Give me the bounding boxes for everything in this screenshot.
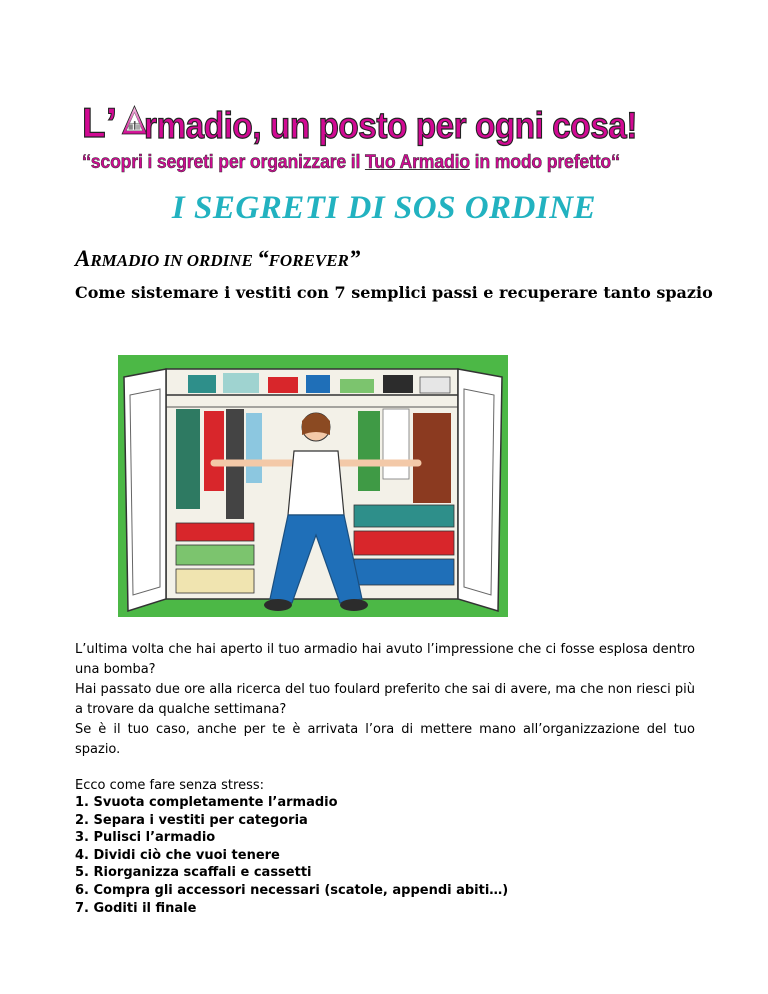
- steps-list: [75, 794, 508, 917]
- section-title-text: RMADIO IN ORDINE: [90, 251, 258, 270]
- paragraph-1: L’ultima volta che hai aperto il tuo armadio hai avuto l’impressione che ci fosse esplosa dentro una bomba?: [75, 642, 695, 677]
- banner-title: [82, 84, 692, 144]
- list-item: 5. Riorganizza scaffali e cassetti: [75, 865, 312, 881]
- list-item: 3. Pulisci l’armadio: [75, 830, 216, 846]
- main-title: I SEGRETI DI SOS ORDINE: [171, 190, 597, 226]
- section-title-quote-close: ”: [348, 246, 361, 271]
- subtitle-underlined: Tuo Armadio: [364, 152, 470, 173]
- subtitle-after: in modo prefetto‘‘: [469, 152, 620, 173]
- wardrobe-illustration: [118, 355, 508, 617]
- list-item: 4. Dividi ciò che vuoi tenere: [75, 847, 280, 863]
- banner-text: rmadio, un posto per ogni cosa!: [144, 105, 638, 146]
- list-item: 7. Goditi il finale: [75, 900, 197, 916]
- banner-apostrophe: ’: [105, 99, 118, 146]
- list-item: 1. Svuota completamente l’armadio: [75, 795, 338, 810]
- subtitle-before: ‘‘scopri i segreti per organizzare il: [82, 152, 365, 173]
- list-item: 2. Separa i vestiti per categoria: [75, 812, 308, 828]
- paragraph-2: Hai passato due ore alla ricerca del tuo foulard preferito che sai di avere, ma che non riesci più a trovare da qualche settimana?: [75, 682, 695, 717]
- banner-prefix: L: [82, 99, 106, 146]
- banner-subtitle: [82, 152, 659, 174]
- section-title-quoted: FOREVER: [268, 251, 349, 270]
- section-title: [75, 246, 360, 272]
- paragraph-3: Se è il tuo caso, anche per te è arrivata l’ora di mettere mano all’organizzazione del tuo spazio.: [75, 722, 695, 757]
- list-item: 6. Compra gli accessori necessari (scatole, appendi abiti…): [75, 882, 509, 898]
- section-title-quote-open: “: [257, 246, 269, 271]
- paragraph-4: Ecco come fare senza stress:: [75, 778, 265, 793]
- lead-paragraph: Come sistemare i vestiti con 7 semplici passi e recuperare tanto spazio: [75, 283, 713, 302]
- section-title-initial: A: [75, 246, 91, 271]
